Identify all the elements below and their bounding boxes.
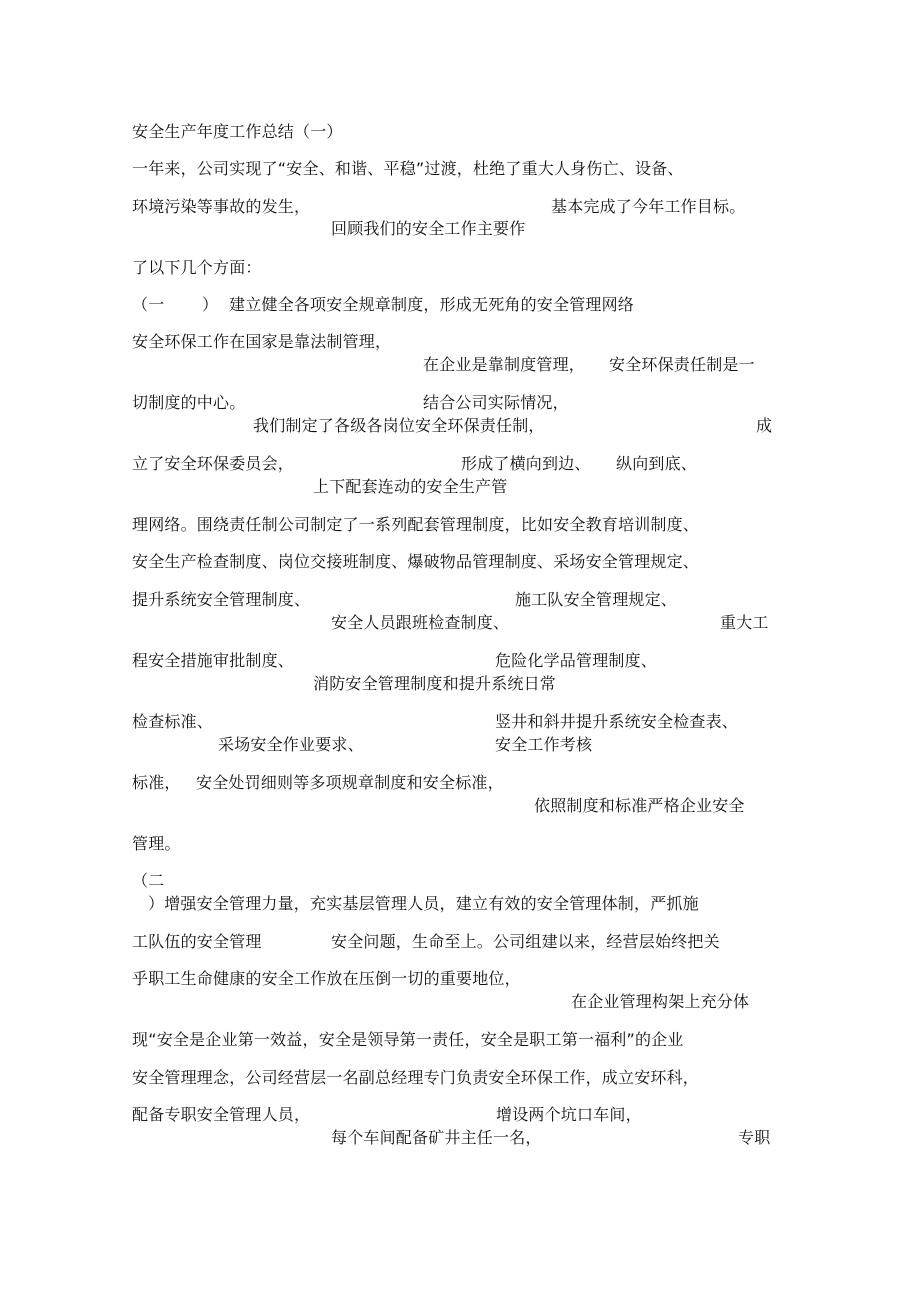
text-line: 理网络。围绕责任制公司制定了一系列配套管理制度，比如安全教育培训制度、 [132,515,700,534]
text-line: 纵向到底、 [616,454,698,473]
text-line: 消防安全管理制度和提升系统日常 [313,674,557,693]
text-line: 安全人员跟班检查制度、 [331,613,510,632]
text-line: 安全管理理念，公司经营层一名副总经理专门负责安全环保工作，成立安环科， [132,1068,700,1087]
text-line: 安全生产检查制度、岗位交接班制度、爆破物品管理制度、采场安全管理规定、 [132,552,700,571]
text-line: 提升系统安全管理制度、 [132,590,311,609]
text-line: 回顾我们的安全工作主要作 [331,219,526,238]
text-line: 标准， [132,773,181,792]
text-line: 施工队安全管理规定、 [515,590,678,609]
text-line: 基本完成了今年工作目标。 [551,197,746,216]
text-line: 重大工 [720,613,769,632]
text-line: 采场安全作业要求、 [218,735,364,754]
text-line: 在企业管理构架上充分体 [571,992,750,1011]
text-line: 切制度的中心。 [132,393,246,412]
text-line: 我们制定了各级各岗位安全环保责任制， [253,416,545,435]
section-heading: 建立健全各项安全规章制度，形成无死角的安全管理网络 [229,295,635,314]
text-line: 程安全措施审批制度、 [132,651,295,670]
text-line: 现“安全是企业第一效益，安全是领导第一责任，安全是职工第一福利”的企业 [132,1030,684,1049]
text-line: 安全工作考核 [495,735,593,754]
text-line: 每个车间配备矿井主任一名， [331,1128,542,1147]
text-line: 立了安全环保委员会， [132,454,295,473]
text-line: 成 [756,416,773,435]
section-heading: 工队伍的安全管理 [132,932,262,951]
text-line: 形成了横向到边、 [461,454,591,473]
document-title: 安全生产年度工作总结（一） [132,122,343,141]
text-line: 检查标准、 [132,712,214,731]
text-line: 一年来，公司实现了“安全、和谐、平稳”过渡，杜绝了重大人身伤亡、设备、 [132,159,684,178]
text-line: 安全问题，生命至上。公司组建以来，经营层始终把关 [331,932,720,951]
text-line: 在企业是靠制度管理， [423,355,586,374]
text-line: 专职 [738,1128,771,1147]
text-line: 乎职工生命健康的安全工作放在压倒一切的重要地位， [132,969,521,988]
section-marker: ） [202,295,219,314]
text-line: 竖井和斜井提升系统安全检查表、 [495,712,739,731]
text-line: 增设两个坑口车间， [496,1105,642,1124]
text-line: 安全处罚细则等多项规章制度和安全标准， [196,773,504,792]
section-heading: ）增强安全管理力量，充实基层管理人员，建立有效的安全管理体制，严抓施 [148,894,699,913]
text-line: 安全环保工作在国家是靠法制管理， [132,332,392,351]
text-line: 结合公司实际情况， [423,393,569,412]
text-line: 上下配套连动的安全生产管 [313,477,508,496]
text-line: 危险化学品管理制度、 [495,651,658,670]
text-line: 了以下几个方面： [132,258,262,277]
text-line: 环境污染等事故的发生， [132,197,311,216]
section-marker: （一 [132,295,165,314]
section-marker: （二 [132,871,165,890]
text-line: 依照制度和标准严格企业安全 [534,796,745,815]
text-line: 安全环保责任制是一 [609,355,755,374]
text-line: 管理。 [132,834,181,853]
text-line: 配备专职安全管理人员， [132,1105,311,1124]
